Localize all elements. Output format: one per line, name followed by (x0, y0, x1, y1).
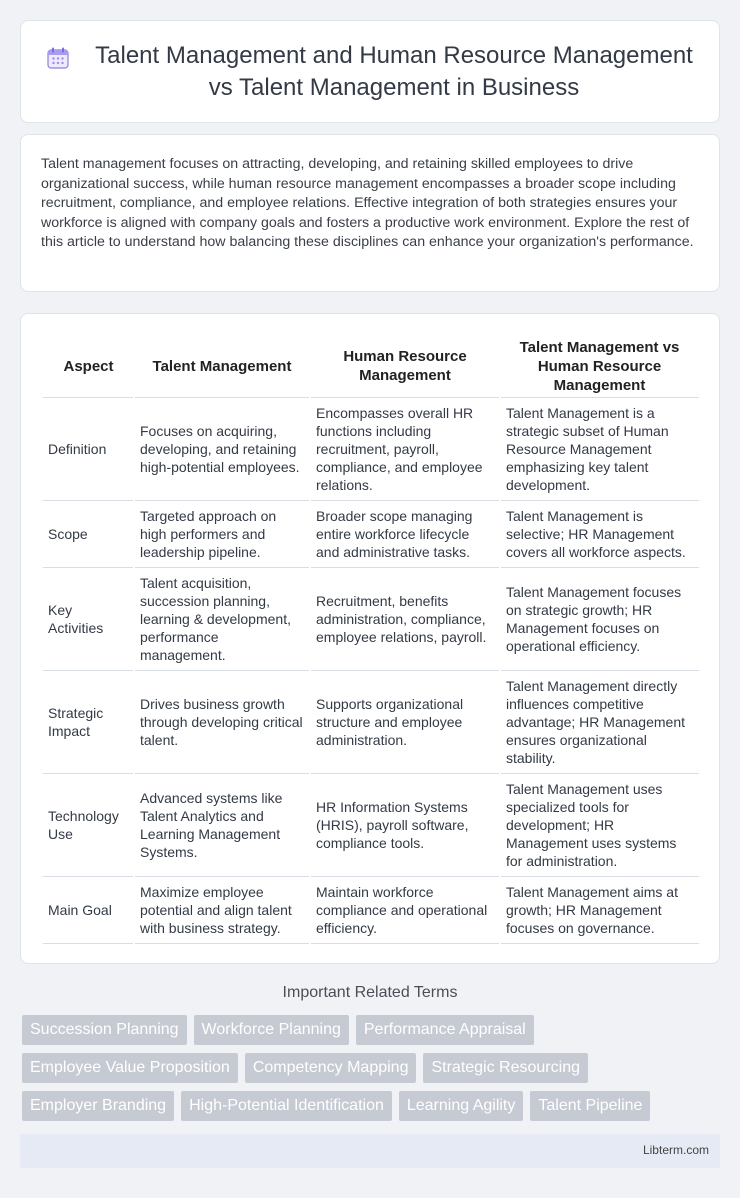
cell-hr: Supports organizational structure and employee administration. (310, 670, 500, 773)
cell-aspect: Scope (43, 500, 134, 567)
cell-talent: Talent acquisition, succession planning, learning & development, performance management. (134, 567, 310, 670)
table-row (43, 397, 699, 500)
cell-talent: Advanced systems like Talent Analytics and Learning Management Systems. (134, 773, 310, 876)
related-terms-title: Important Related Terms (282, 984, 458, 1001)
title-card (20, 20, 720, 123)
intro-paragraph: Talent management focuses on attracting, developing, and retaining skilled employees to drive organizational success, while human resource management encompasses a broader scope including recruitment, compliance, and employee relations. Effective integration of both strategies ensures your workforce is aligned with company goals and fosters a productive work environment. Explore the rest of this article to understand how balancing these disciplines can enhance your organization's performance. (41, 156, 694, 251)
cell-aspect: Definition (43, 397, 134, 500)
header-talent-management: Talent Management (134, 336, 310, 397)
cell-talent: Targeted approach on high performers and leadership pipeline. (134, 500, 310, 567)
cell-hr: Maintain workforce compliance and operational efficiency. (310, 876, 500, 943)
calendar-icon (45, 45, 71, 71)
page-title: Talent Management and Human Resource Management vs Talent Management in Business (95, 41, 693, 101)
tag-employer-branding[interactable]: Employer Branding (22, 1091, 174, 1121)
footer-brand-link[interactable]: Libterm.com (642, 1143, 709, 1157)
tag-workforce-planning[interactable]: Workforce Planning (194, 1015, 349, 1045)
related-terms-list (22, 1015, 722, 1129)
cell-talent: Drives business growth through developing critical talent. (134, 670, 310, 773)
cell-aspect: Technology Use (43, 773, 134, 876)
tag-row (22, 1015, 722, 1045)
header-hr-management: Human Resource Management (310, 336, 500, 397)
footer (20, 1134, 720, 1168)
comparison-table (43, 336, 699, 944)
cell-talent: Focuses on acquiring, developing, and retaining high-potential employees. (134, 397, 310, 500)
cell-hr: HR Information Systems (HRIS), payroll software, compliance tools. (310, 773, 500, 876)
intro-card (20, 134, 720, 292)
table-row (43, 500, 699, 567)
cell-comparison: Talent Management aims at growth; HR Management focuses on governance. (500, 876, 699, 943)
header-aspect: Aspect (43, 336, 134, 397)
tag-row (22, 1053, 722, 1083)
tag-competency-mapping[interactable]: Competency Mapping (245, 1053, 417, 1083)
table-header-row (43, 336, 699, 397)
cell-talent: Maximize employee potential and align talent with business strategy. (134, 876, 310, 943)
cell-aspect: Strategic Impact (43, 670, 134, 773)
tag-talent-pipeline[interactable]: Talent Pipeline (530, 1091, 650, 1121)
cell-aspect: Key Activities (43, 567, 134, 670)
cell-comparison: Talent Management directly influences competitive advantage; HR Management ensures organizational stability. (500, 670, 699, 773)
tag-employee-value-proposition[interactable]: Employee Value Proposition (22, 1053, 238, 1083)
table-row (43, 876, 699, 943)
tag-strategic-resourcing[interactable]: Strategic Resourcing (423, 1053, 588, 1083)
comparison-table-card (20, 313, 720, 964)
table-row (43, 567, 699, 670)
cell-comparison: Talent Management is selective; HR Management covers all workforce aspects. (500, 500, 699, 567)
cell-hr: Broader scope managing entire workforce lifecycle and administrative tasks. (310, 500, 500, 567)
cell-hr: Recruitment, benefits administration, compliance, employee relations, payroll. (310, 567, 500, 670)
cell-aspect: Main Goal (43, 876, 134, 943)
tag-high-potential-identification[interactable]: High-Potential Identification (181, 1091, 392, 1121)
tag-row (22, 1091, 722, 1121)
cell-comparison: Talent Management is a strategic subset of Human Resource Management emphasizing key talent development. (500, 397, 699, 500)
header-comparison: Talent Management vs Human Resource Management (500, 336, 699, 397)
table-row (43, 670, 699, 773)
title-wrap (21, 21, 719, 122)
cell-hr: Encompasses overall HR functions including recruitment, payroll, compliance, and employee relations. (310, 397, 500, 500)
cell-comparison: Talent Management focuses on strategic growth; HR Management focuses on operational efficiency. (500, 567, 699, 670)
tag-performance-appraisal[interactable]: Performance Appraisal (356, 1015, 534, 1045)
table-row (43, 773, 699, 876)
cell-comparison: Talent Management uses specialized tools for development; HR Management uses systems for administration. (500, 773, 699, 876)
tag-learning-agility[interactable]: Learning Agility (399, 1091, 524, 1121)
tag-succession-planning[interactable]: Succession Planning (22, 1015, 187, 1045)
